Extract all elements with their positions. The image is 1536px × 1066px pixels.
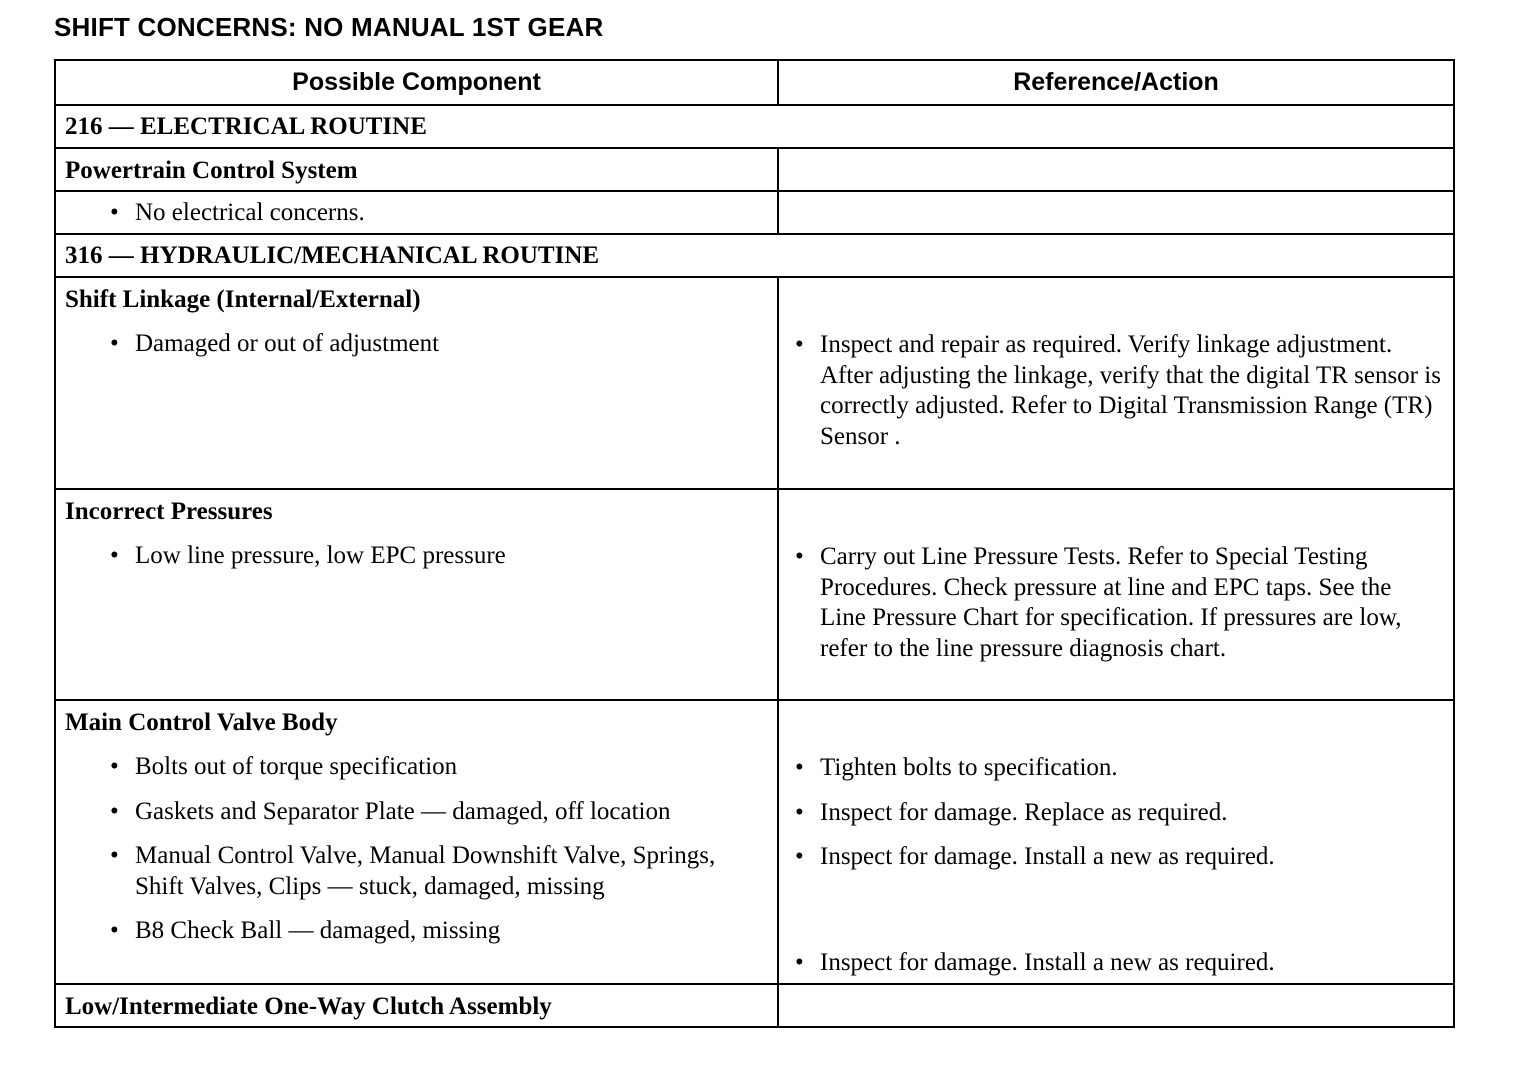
bullet: • bbox=[110, 199, 119, 226]
list-item bbox=[56, 752, 777, 783]
component-cell bbox=[55, 277, 778, 489]
action-text: Carry out Line Pressure Tests. Refer to Special Testing Procedures. Check pressure at line and EPC taps. See the Line Pressure Chart for specification. If pressures are low, refer to the line pressure diagnosis chart. bbox=[820, 543, 1402, 662]
component-cell bbox=[55, 489, 778, 700]
list-item bbox=[56, 841, 777, 902]
item-text: Damaged or out of adjustment bbox=[135, 330, 440, 357]
list-item bbox=[56, 541, 777, 572]
component-row-powertrain bbox=[55, 148, 1454, 191]
action-text: Inspect for damage. Install a new as required. bbox=[820, 948, 1275, 976]
routine-row-hydraulic bbox=[55, 234, 1454, 277]
action-cell-empty bbox=[778, 191, 1454, 234]
list-item bbox=[779, 948, 1453, 979]
bullet: • bbox=[110, 797, 119, 825]
action-text: Inspect for damage. Replace as required. bbox=[820, 798, 1228, 826]
action-cell bbox=[778, 277, 1454, 489]
list-item bbox=[110, 198, 777, 229]
list-item bbox=[56, 797, 777, 828]
list-item bbox=[779, 798, 1453, 829]
component-row-shift-linkage bbox=[55, 277, 1454, 489]
action-text: Inspect and repair as required. Verify linkage adjustment. After adjusting the linkage, verify that the digital TR sensor is correctly adjusted. Refer to Digital Transmission Range (TR) Sensor . bbox=[820, 331, 1441, 450]
bullet: • bbox=[795, 543, 804, 570]
action-cell-empty bbox=[778, 984, 1454, 1027]
page-title: SHIFT CONCERNS: NO MANUAL 1ST GEAR bbox=[54, 12, 604, 42]
action-text: Tighten bolts to specification. bbox=[820, 754, 1118, 781]
component-name-main-control: Main Control Valve Body bbox=[65, 709, 338, 736]
list-item bbox=[56, 916, 777, 947]
item-text: Low line pressure, low EPC pressure bbox=[135, 542, 506, 569]
bullet: • bbox=[795, 754, 804, 781]
list-item bbox=[779, 330, 1453, 452]
routine-row-electrical bbox=[55, 105, 1454, 148]
header-possible-component: Possible Component bbox=[55, 60, 778, 105]
component-row-one-way-clutch bbox=[55, 984, 1454, 1027]
component-cell bbox=[55, 700, 778, 984]
action-text: Inspect for damage. Install a new as required. bbox=[820, 843, 1275, 870]
list-item bbox=[779, 753, 1453, 784]
list-item bbox=[779, 842, 1453, 873]
item-row-powertrain bbox=[55, 191, 1454, 234]
bullet: • bbox=[795, 948, 804, 976]
component-cell bbox=[55, 148, 778, 191]
component-row-main-control bbox=[55, 700, 1454, 984]
component-cell bbox=[55, 191, 778, 234]
routine-heading-electrical: 216 — ELECTRICAL ROUTINE bbox=[55, 105, 1454, 148]
header-reference-action: Reference/Action bbox=[778, 60, 1454, 105]
component-row-incorrect-pressures bbox=[55, 489, 1454, 700]
routine-heading-hydraulic: 316 — HYDRAULIC/MECHANICAL ROUTINE bbox=[55, 234, 1454, 277]
bullet: • bbox=[110, 753, 119, 780]
action-cell bbox=[778, 489, 1454, 700]
item-text: B8 Check Ball — damaged, missing bbox=[135, 917, 501, 944]
item-text: Manual Control Valve, Manual Downshift Valve, Springs, Shift Valves, Clips — stuck, damaged, missing bbox=[135, 842, 716, 900]
shift-concerns-table bbox=[54, 59, 1455, 1028]
bullet: • bbox=[110, 542, 119, 569]
table-header-row bbox=[55, 60, 1454, 105]
component-cell bbox=[55, 984, 778, 1027]
list-item bbox=[56, 329, 777, 360]
item-text: Gaskets and Separator Plate — damaged, off location bbox=[135, 797, 671, 825]
bullet: • bbox=[795, 843, 804, 870]
component-name-incorrect-pressures: Incorrect Pressures bbox=[65, 498, 273, 525]
component-name-powertrain: Powertrain Control System bbox=[65, 157, 358, 184]
list-item bbox=[779, 542, 1453, 664]
bullet: • bbox=[110, 917, 119, 944]
action-cell-empty bbox=[778, 148, 1454, 191]
bullet: • bbox=[795, 798, 804, 826]
bullet: • bbox=[795, 331, 804, 358]
component-name-shift-linkage: Shift Linkage (Internal/External) bbox=[65, 286, 421, 313]
bullet: • bbox=[110, 330, 119, 357]
component-name-one-way-clutch: Low/Intermediate One-Way Clutch Assembly bbox=[65, 993, 552, 1020]
bullet: • bbox=[110, 842, 119, 869]
item-text: No electrical concerns. bbox=[135, 199, 365, 226]
action-cell bbox=[778, 700, 1454, 984]
item-text: Bolts out of torque specification bbox=[135, 753, 458, 780]
